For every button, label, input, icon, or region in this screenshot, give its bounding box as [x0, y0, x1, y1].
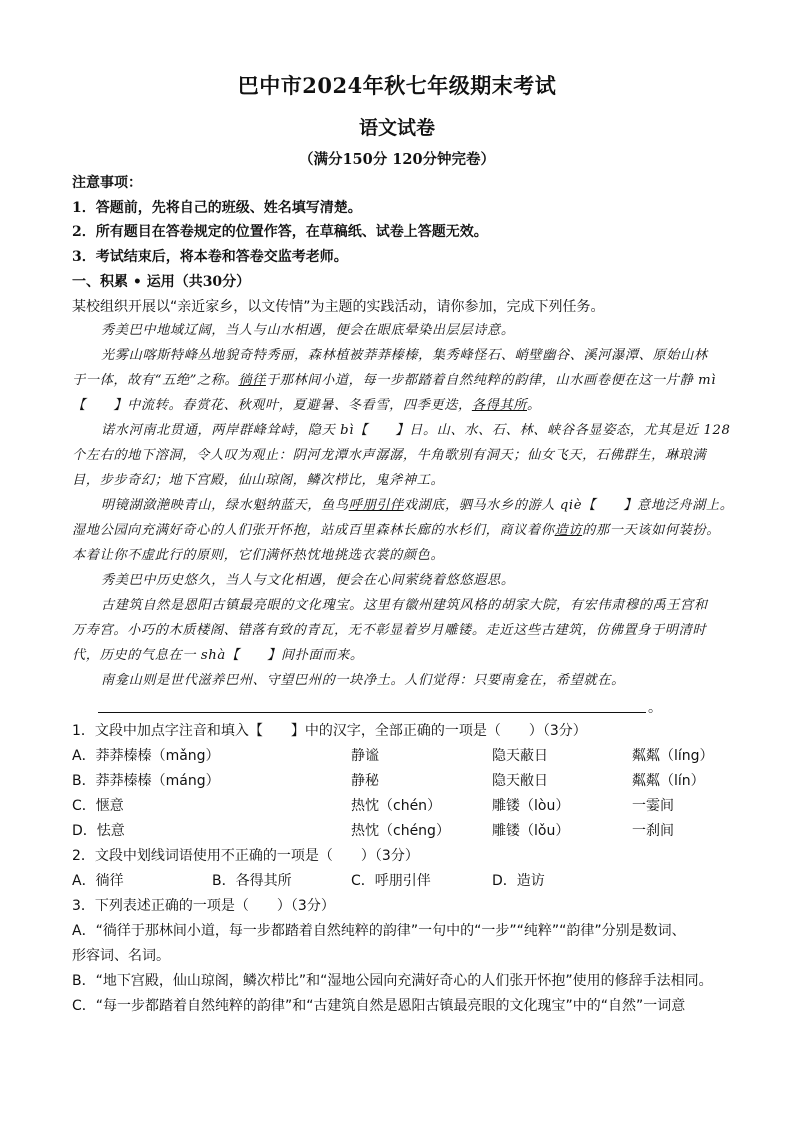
q3-option-c: C．“每一步都踏着自然纯粹的韵律”和“古建筑自然是恩阳古镇最亮眼的文化瑰宝”中的“自然”一词意 [72, 998, 686, 1014]
q1-option: 粼粼（líng） [632, 748, 714, 764]
q1-option: C．惬意 [72, 798, 124, 814]
q1-option: 粼粼（lín） [632, 773, 705, 789]
q2-option: D．造访 [492, 873, 545, 889]
passage-line: 湿地公园向充满好奇心的人们张开怀抱，站成百里森林长廊的水杉们，商议着你造访的那一天该如何装扮。 [72, 523, 721, 538]
q1-option: 热忱（chén） [351, 798, 442, 814]
q1-option: D．怯意 [72, 823, 125, 839]
notice-item: 1．答题前，先将自己的班级、姓名填写清楚。 [72, 200, 362, 216]
passage-line: 光雾山喀斯特峰丛地貌奇特秀丽，森林植被莽莽榛榛，集秀峰怪石、峭壁幽谷、溪河瀑潭、原始山林 [101, 348, 708, 363]
q1-option: 一霎间 [632, 798, 674, 814]
notice-heading: 注意事项： [72, 175, 142, 191]
notice-item: 2．所有题目在答卷规定的位置作答，在草稿纸、试卷上答题无效。 [72, 224, 488, 240]
q1-option: B．莽莽榛榛（máng） [72, 773, 220, 789]
q1-option: 一刹间 [632, 823, 674, 839]
q3-option-a: A．“徜徉于那林间小道，每一步都踏着自然纯粹的韵律”一句中的“一步”“纯粹”“韵律”分别是数词、 [72, 923, 686, 939]
q1-option: A．莽莽榛榛（mǎng） [72, 748, 220, 764]
question-1-stem: 1．文段中加点字注音和填入【 】中的汉字，全部正确的一项是（ ）（3分） [72, 723, 587, 739]
passage-line: 南龛山则是世代滋养巴州、守望巴州的一块净土。人们觉得：只要南龛在，希望就在。 [101, 673, 625, 688]
passage-line: 个左右的地下溶洞，令人叹为观止：阴河龙潭水声潺潺，牛角歌别有洞天；仙女飞天，石佛群生，琳琅满 [72, 448, 707, 463]
q3-option-b: B．“地下宫殿，仙山琼阁，鳞次栉比”和“湿地公园向充满好奇心的人们张开怀抱”使用的修辞手法相同。 [72, 973, 713, 989]
q2-option: A．徜徉 [72, 873, 124, 889]
passage-line: 于一体，故有“五绝”之称。徜徉于那林间小道，每一步都踏着自然纯粹的韵律，山水画卷便在这一片静 mì [72, 373, 717, 388]
q1-option: 隐天蔽日 [492, 748, 548, 764]
exam-title: 巴中市2024年秋七年级期末考试 [237, 73, 557, 98]
question-2-stem: 2．文段中划线词语使用不正确的一项是（ ）（3分） [72, 848, 419, 864]
q1-option: 静秘 [351, 773, 379, 789]
score-note: （满分150分 120分钟完卷） [298, 151, 496, 168]
underlined-word: 各得其所 [471, 398, 527, 413]
passage-line: 万寿宫。小巧的木质楼阁、错落有致的青瓦，无不彰显着岁月雕镂。走近这些古建筑，仿佛置身于明清时 [72, 623, 707, 638]
answer-blank-line [98, 711, 646, 713]
passage-line: 古建筑自然是恩阳古镇最亮眼的文化瑰宝。这里有徽州建筑风格的胡家大院，有宏伟肃穆的禹王宫和 [101, 598, 708, 613]
blank-end-mark: 。 [648, 700, 662, 716]
passage-line: 明镜湖潋滟映青山，绿水魁纳蓝天，鱼鸟呼朋引伴戏湖底，驷马水乡的游人 qiè【 】意地泛舟湖上。 [101, 498, 734, 513]
passage-line: 本着让你不虚此行的原则，它们满怀热忱地挑选衣裳的颜色。 [72, 548, 445, 563]
notice-item: 3．考试结束后，将本卷和答卷交监考老师。 [72, 249, 348, 265]
section-heading: 一、积累 • 运用（共30分） [72, 274, 251, 290]
q2-option: C．呼朋引伴 [351, 873, 431, 889]
passage-line: 秀美巴中历史悠久，当人与文化相遇，便会在心间萦绕着悠悠遐思。 [101, 573, 515, 588]
q1-option: 雕镂（lòu） [492, 798, 570, 814]
underlined-word: 呼朋引伴 [348, 498, 404, 513]
passage-line: 代，历史的气息在一 shà【 】间扑面而来。 [72, 648, 364, 663]
q1-option: 热忱（chéng） [351, 823, 450, 839]
q3-option-a-cont: 形容词、名词。 [72, 948, 170, 964]
passage-line: 【 】中流转。春赏花、秋观叶，夏避暑、冬看雪，四季更迭，各得其所。 [72, 398, 541, 413]
q1-option: 雕镂（lǒu） [492, 823, 570, 839]
passage-line: 目，步步奇幻；地下宫殿，仙山琼阁，鳞次栉比，鬼斧神工。 [72, 473, 445, 488]
exam-subtitle: 语文试卷 [358, 117, 435, 139]
q2-option: B．各得其所 [212, 873, 292, 889]
underlined-word: 徜徉 [238, 373, 266, 388]
q1-option: 静谧 [351, 748, 379, 764]
q1-option: 隐天敝日 [492, 773, 548, 789]
section-intro: 某校组织开展以“亲近家乡，以文传情”为主题的实践活动，请你参加，完成下列任务。 [72, 299, 605, 315]
passage-line: 诺水河南北贯通，两岸群峰耸峙，隐天 bì【 】日。山、水、石、林、峡谷各显姿态，尤其是近 128 [101, 423, 731, 438]
underlined-word: 造访 [554, 523, 583, 538]
question-3-stem: 3．下列表述正确的一项是（ ）（3分） [72, 898, 335, 914]
passage-line: 秀美巴中地域辽阔，当人与山水相遇，便会在眼底晕染出层层诗意。 [101, 323, 515, 338]
